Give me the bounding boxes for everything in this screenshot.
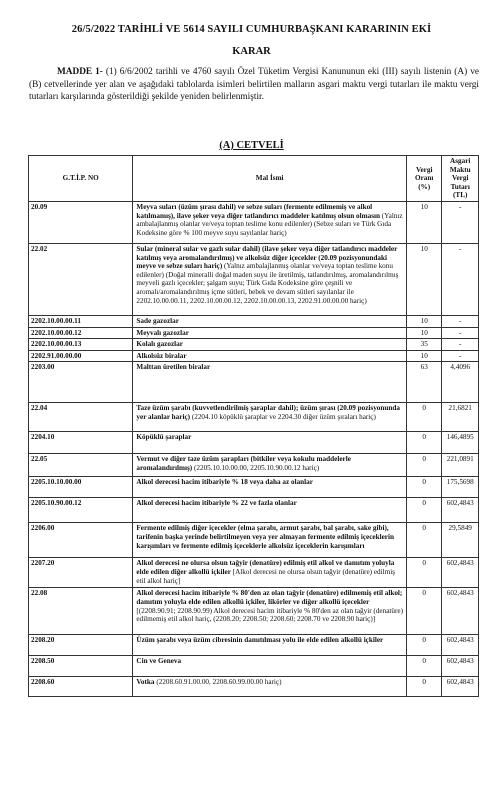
mal-cell xyxy=(133,432,407,454)
mal-bold-text: Taze üzüm şarabı (kuvvetlendirilmiş şaraplar dahil); üzüm şırası (20.09 pozisyonunda yer alanlar hariç) xyxy=(136,404,400,421)
mal-cell xyxy=(133,327,407,339)
tutar-cell: 602,4843 xyxy=(442,635,479,656)
table-row xyxy=(29,315,479,327)
tutar-cell: 29,5849 xyxy=(442,523,479,558)
oran-cell: 0 xyxy=(406,677,441,697)
table-row xyxy=(29,677,479,697)
tutar-cell: 4,4096 xyxy=(442,362,479,403)
oran-cell: 0 xyxy=(406,558,441,588)
karar-heading: KARAR xyxy=(232,46,271,57)
mal-bold-text: Köpüklü şaraplar xyxy=(136,433,192,442)
mal-cell xyxy=(133,558,407,588)
mal-cell xyxy=(133,677,407,697)
mal-bold-text: Vermut ve diğer taze üzüm şarapları (bitkiler veya kokulu maddelerle aromalandırılmış) xyxy=(136,455,351,472)
oran-cell: 35 xyxy=(406,339,441,351)
cetvel-title xyxy=(0,140,503,151)
gtip-cell: 2203.00 xyxy=(29,362,133,403)
oran-cell: 0 xyxy=(406,432,441,454)
mal-bold-text: Sade gazozlar xyxy=(136,316,179,325)
oran-cell: 0 xyxy=(406,477,441,498)
mal-bold-text: Alkol derecesi ne olursa olsun tağyir (denatüre) edilmiş etil alkol ve damıtım yoluyla elde edilen diğer alkollü içkiler xyxy=(136,559,395,576)
mal-cell xyxy=(133,635,407,656)
mal-cell xyxy=(133,498,407,523)
gtip-cell: 22.08 xyxy=(29,588,133,635)
tutar-cell: 602,4843 xyxy=(442,558,479,588)
oran-cell: 0 xyxy=(406,656,441,677)
gtip-cell: 2207.20 xyxy=(29,558,133,588)
tutar-cell: - xyxy=(442,350,479,362)
table-row xyxy=(29,558,479,588)
mal-cell xyxy=(133,403,407,432)
mal-plain-text: [Alkol derecesi ne olursa olsun tağyir (denatüre) edilmiş etil alkol hariç] xyxy=(136,567,395,585)
tutar-cell: - xyxy=(442,327,479,339)
tutar-cell: 602,4843 xyxy=(442,588,479,635)
mal-bold-text: Kolalı gazozlar xyxy=(136,340,183,349)
oran-cell: 63 xyxy=(406,362,441,403)
mal-cell xyxy=(133,477,407,498)
oran-cell: 0 xyxy=(406,403,441,432)
table-row xyxy=(29,327,479,339)
table-row xyxy=(29,588,479,635)
mal-cell xyxy=(133,656,407,677)
mal-bold-text: Votka xyxy=(136,678,155,687)
mal-bold-text: Üzüm şarabı veya üzüm cibresinin damıtılması yolu ile elde edilen alkollü içkiler xyxy=(136,636,384,645)
gtip-cell: 2204.10 xyxy=(29,432,133,454)
header-mal: Mal İsmi xyxy=(133,156,407,202)
tutar-cell: 602,4843 xyxy=(442,677,479,697)
tutar-cell: - xyxy=(442,315,479,327)
mal-cell xyxy=(133,588,407,635)
mal-plain-text: (2204.10 köpüklü şaraplar ve 2204.30 diğer üzüm şıraları hariç) xyxy=(190,412,376,421)
header-tutar: Asgari Maktu Vergi Tutarı (TL) xyxy=(442,156,479,202)
oran-cell: 10 xyxy=(406,327,441,339)
tutar-cell: 21,6821 xyxy=(442,403,479,432)
mal-cell xyxy=(133,523,407,558)
mal-bold-text: Fermente edilmiş diğer içecekler (elma şarabı, armut şarabı, bal şarabı, sake gibi), tarifenin başka yerinde belirtilmeyen veya yer almayan fermente edilmiş içeceklerin karışımları ve fermente edilmiş içeceklerle alkolsüz içeceklerin karışımları xyxy=(136,524,394,550)
madde-label: MADDE 1- xyxy=(57,67,103,77)
page-title: 26/5/2022 TARİHLİ VE 5614 SAYILI CUMHURBAŞKANI KARARININ EKİ xyxy=(71,24,432,35)
oran-cell: 0 xyxy=(406,498,441,523)
mal-bold-text: Alkol derecesi hacim itibariyle % 80'den az olan tağyir (denatüre) edilmemiş etil alkol; damıtım yoluyla elde edilen alkollü içkiler, likörler ve diğer alkollü içecekler xyxy=(136,589,403,606)
gtip-cell: 2202.91.00.00.00 xyxy=(29,350,133,362)
table-row xyxy=(29,339,479,351)
oran-cell: 0 xyxy=(406,523,441,558)
tutar-cell: 221,0891 xyxy=(442,454,479,477)
tax-table xyxy=(28,155,479,697)
tutar-cell: 146,4895 xyxy=(442,432,479,454)
oran-cell: 10 xyxy=(406,350,441,362)
table-row xyxy=(29,243,479,315)
tutar-cell: - xyxy=(442,243,479,315)
gtip-cell: 20.09 xyxy=(29,201,133,243)
table-row xyxy=(29,350,479,362)
mal-cell xyxy=(133,243,407,315)
mal-cell xyxy=(133,350,407,362)
table-row xyxy=(29,403,479,432)
tutar-cell: 175,5698 xyxy=(442,477,479,498)
tutar-cell: 602,4843 xyxy=(442,656,479,677)
tutar-cell: - xyxy=(442,339,479,351)
oran-cell: 10 xyxy=(406,243,441,315)
table-row xyxy=(29,635,479,656)
tutar-cell: - xyxy=(442,201,479,243)
mal-plain-text: (Yalnız ambalajlanmış olanlar ve/veya toptan teslime konu edilenler) (Sebze suları ve Türk Gıda Kodeksine göre % 100 meyve suyu sayılanlar hariç) xyxy=(136,211,403,237)
gtip-cell: 2205.10.90.00.12 xyxy=(29,498,133,523)
mal-bold-text: Alkol derecesi hacim itibariyle % 18 veya daha az olanlar xyxy=(136,478,313,487)
mal-cell xyxy=(133,362,407,403)
table-row xyxy=(29,477,479,498)
mal-bold-text: Meyvalı gazozlar xyxy=(136,328,189,337)
gtip-cell: 2206.00 xyxy=(29,523,133,558)
tutar-cell: 602,4843 xyxy=(442,498,479,523)
mal-bold-text: Sular (mineral sular ve gazlı sular dahil) (ilave şeker veya diğer tatlandırıcı maddeler katılmış veya aromalandırılmış) ve alkolsüz diğer içecekler (20.09 pozisyonundaki meyve ve sebze suları hariç) xyxy=(136,244,398,271)
oran-cell: 10 xyxy=(406,201,441,243)
mal-bold-text: Alkol derecesi hacim itibariyle % 22 ve fazla olanlar xyxy=(136,499,297,508)
gtip-cell: 2208.50 xyxy=(29,656,133,677)
oran-cell: 10 xyxy=(406,315,441,327)
mal-plain-text: (Yalnız ambalajlanmış olanlar ve/veya toptan teslime konu edilenler) (Doğal mineralli doğal maden suyu ile üretilmiş, tatlandırılmış, aromalandırılmış meyveli gazlı içecekler; şalgam suyu; Türk Gıda Kodeksine göre çeşnili ve aromalı/aromalandırılmış içme sütleri, bebek ve devam sütleri sayılanlar ile 2202.10.00.00.11, 2202.10.00.00.12, 2202.10.00.00.13, 2202.91.00.00.00 hariç) xyxy=(136,262,399,305)
mal-bold-text: Malttan üretilen biralar xyxy=(136,363,211,372)
table-row xyxy=(29,454,479,477)
table-row xyxy=(29,523,479,558)
madde-text: (1) 6/6/2002 tarihli ve 4760 sayılı Özel Tüketim Vergisi Kanununun eki (III) sayılı listenin (A) ve (B) cetvellerinde yer alan ve aşağıdaki tablolarda isimleri belirtilen malların asgari maktu vergi tutarları ile maktu vergi tutarları karşılarında gösterildiği şekilde yeniden belirlenmiştir. xyxy=(29,67,479,103)
table-row xyxy=(29,656,479,677)
gtip-cell: 2202.10.00.00.12 xyxy=(29,327,133,339)
table-header-row xyxy=(29,156,479,202)
gtip-cell: 2205.10.10.00.00 xyxy=(29,477,133,498)
cetvel-title-text: (A) CETVELİ xyxy=(219,140,284,151)
mal-bold-text: Cin ve Geneva xyxy=(136,657,182,666)
header-oran: Vergi Oranı (%) xyxy=(406,156,441,202)
mal-cell xyxy=(133,201,407,243)
table-row xyxy=(29,201,479,243)
mal-cell xyxy=(133,315,407,327)
table-row xyxy=(29,498,479,523)
gtip-cell: 22.04 xyxy=(29,403,133,432)
mal-plain-text: [(2208.90.91; 2208.90.99) Alkol derecesi hacim itibariyle % 80'den az olan tağyir (denatüre) edilmemiş etil alkol hariç, (2208.20; 2208.50; 2208.60; 2208.70 ve 2208.90 hariç)] xyxy=(136,606,403,624)
gtip-cell: 22.02 xyxy=(29,243,133,315)
header-gtip: G.T.İ.P. NO xyxy=(29,156,133,202)
oran-cell: 0 xyxy=(406,588,441,635)
gtip-cell: 2202.10.00.00.13 xyxy=(29,339,133,351)
gtip-cell: 22.05 xyxy=(29,454,133,477)
mal-plain-text: (2208.60.91.00.00, 2208.60.99.00.00 hariç) xyxy=(154,678,282,687)
mal-plain-text: (2205.10.10.00.00, 2205.10.90.00.12 hariç) xyxy=(192,463,320,472)
oran-cell: 0 xyxy=(406,454,441,477)
madde-paragraph xyxy=(29,66,479,104)
mal-bold-text: Alkolsüz biralar xyxy=(136,351,187,360)
mal-cell xyxy=(133,339,407,351)
gtip-cell: 2208.20 xyxy=(29,635,133,656)
mal-bold-text: Meyva suları (üzüm şırası dahil) ve sebze suları (fermente edilmemiş ve alkol katılmamış), ilave şeker veya diğer tatlandırıcı maddeler katılmış olsun olmasın xyxy=(136,202,380,220)
gtip-cell: 2202.10.00.00.11 xyxy=(29,315,133,327)
mal-cell xyxy=(133,454,407,477)
oran-cell: 0 xyxy=(406,635,441,656)
gtip-cell: 2208.60 xyxy=(29,677,133,697)
table-row xyxy=(29,432,479,454)
table-row xyxy=(29,362,479,403)
